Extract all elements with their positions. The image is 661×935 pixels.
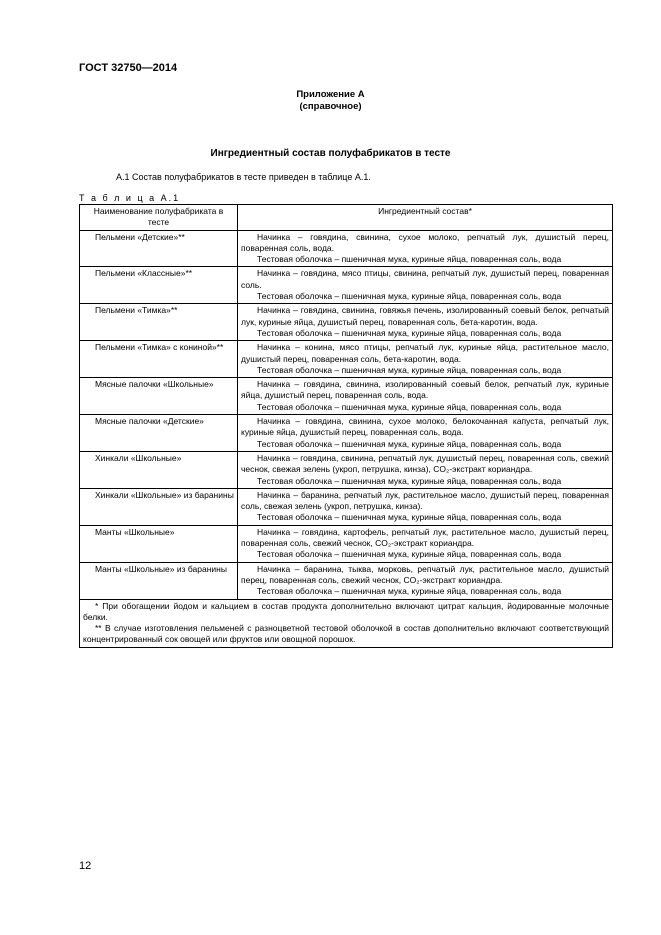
table-row (80, 267, 613, 304)
dough-text: Тестовая оболочка – пшеничная мука, куриные яйца, поваренная соль, вода (257, 401, 562, 412)
product-name: Пельмени «Детские»** (95, 231, 185, 242)
filling-text: Начинка – конина, мясо птицы, репчатый лук, куриные яйца, растительное масло, душистый перец, поваренная соль, бета-каротин, вода. (241, 342, 609, 364)
dough-text: Тестовая оболочка – пшеничная мука, куриные яйца, поваренная соль, вода (257, 586, 562, 597)
dough-text: Тестовая оболочка – пшеничная мука, куриные яйца, поваренная соль, вода (257, 475, 562, 486)
table-row (80, 415, 613, 452)
table-row (80, 341, 613, 378)
dough-text: Тестовая оболочка – пшеничная мука, куриные яйца, поваренная соль, вода (257, 438, 562, 449)
product-name: Пельмени «Классные»** (95, 268, 193, 279)
product-name: Пельмени «Тимка» с кониной»** (95, 342, 224, 353)
filling-text: Начинка – говядина, свинина, репчатый лук, душистый перец, поваренная соль, свежий чеснок, свежая зелень (укроп, петрушка, кинза), CO₂-экстракт кориандра. (241, 452, 609, 475)
dough-text: Тестовая оболочка – пшеничная мука, куриные яйца, поваренная соль, вода (257, 291, 562, 302)
column-header-composition: Ингредиентный состав* (238, 205, 613, 231)
dough-text: Тестовая оболочка – пшеничная мука, куриные яйца, поваренная соль, вода (257, 327, 562, 338)
table-header-row (80, 205, 613, 231)
product-name: Хинкали «Школьные» (95, 452, 182, 463)
footnotes-row (80, 599, 613, 647)
section-title: Ингредиентный состав полуфабрикатов в тесте (210, 148, 451, 159)
product-name: Манты «Школьные» (95, 526, 175, 537)
filling-text: Начинка – говядина, свинина, говяжья печень, изолированный соевый белок, репчатый лук, куриные яйца, душистый перец, поваренная соль, бета-каротин, вода. (241, 305, 609, 327)
composition-table (79, 204, 613, 648)
filling-text: Начинка – говядина, свинина, изолированный соевый белок, репчатый лук, куриные яйца, душистый перец, поваренная соль, вода. (241, 379, 609, 401)
filling-text: Начинка – говядина, мясо птицы, свинина, репчатый лук, душистый перец, поваренная соль. (241, 268, 609, 290)
product-name: Мясные палочки «Детские» (95, 416, 204, 427)
footnote: * При обогащении йодом и кальцием в состав продукта дополнительно включают цитрат кальция, йодированные молочные белки. (83, 600, 609, 622)
footnote: ** В случае изготовления пельменей с разноцветной тестовой оболочкой в состав дополнительно включают соответствующий концентрированный сок овощей или фруктов или овощной порошок. (83, 623, 609, 645)
dough-text: Тестовая оболочка – пшеничная мука, куриные яйца, поваренная соль, вода (257, 549, 562, 560)
product-name: Хинкали «Школьные» из баранины (95, 489, 234, 500)
appendix-title: Приложение А (296, 89, 365, 100)
dough-text: Тестовая оболочка – пшеничная мука, куриные яйца, поваренная соль, вода (257, 254, 562, 265)
dough-text: Тестовая оболочка – пшеничная мука, куриные яйца, поваренная соль, вода (257, 364, 562, 375)
filling-text: Начинка – баранина, тыква, морковь, репчатый лук, растительное масло, душистый перец, поваренная соль, свежий чеснок, CO₂-экстракт кориандра. (241, 563, 609, 585)
document-header: ГОСТ 32750—2014 (79, 62, 178, 74)
table-row (80, 451, 613, 488)
filling-text: Начинка – говядина, свинина, сухое молоко, белокочанная капуста, репчатый лук, куриные яйца, душистый перец, поваренная соль, вода. (241, 416, 609, 438)
table-row (80, 378, 613, 415)
product-name: Мясные палочки «Школьные» (95, 379, 214, 390)
filling-text: Начинка – говядина, свинина, сухое молоко, репчатый лук, душистый перец, поваренная соль, вода. (241, 231, 609, 253)
table-caption: Т а б л и ц а А.1 (79, 193, 181, 203)
column-header-name: Наименование полуфабриката в тесте (80, 205, 238, 231)
table-row (80, 304, 613, 341)
intro-paragraph: А.1 Состав полуфабрикатов в тесте приведен в таблице А.1. (116, 172, 371, 182)
product-name: Манты «Школьные» из баранины (95, 563, 227, 574)
dough-text: Тестовая оболочка – пшеничная мука, куриные яйца, поваренная соль, вода (257, 512, 562, 523)
table-row (80, 562, 613, 599)
table-row (80, 488, 613, 525)
appendix-note: (справочное) (299, 101, 362, 112)
page-number: 12 (79, 860, 92, 872)
table-row (80, 525, 613, 562)
table-row (80, 230, 613, 267)
product-name: Пельмени «Тимка»** (95, 305, 178, 316)
filling-text: Начинка – говядина, картофель, репчатый лук, растительное масло, душистый перец, поваренная соль, свежий чеснок, CO₂-экстракт кориандра. (241, 526, 609, 549)
filling-text: Начинка – баранина, репчатый лук, растительное масло, душистый перец, поваренная соль, свежая зелень (укроп, петрушка, кинза). (241, 489, 609, 512)
